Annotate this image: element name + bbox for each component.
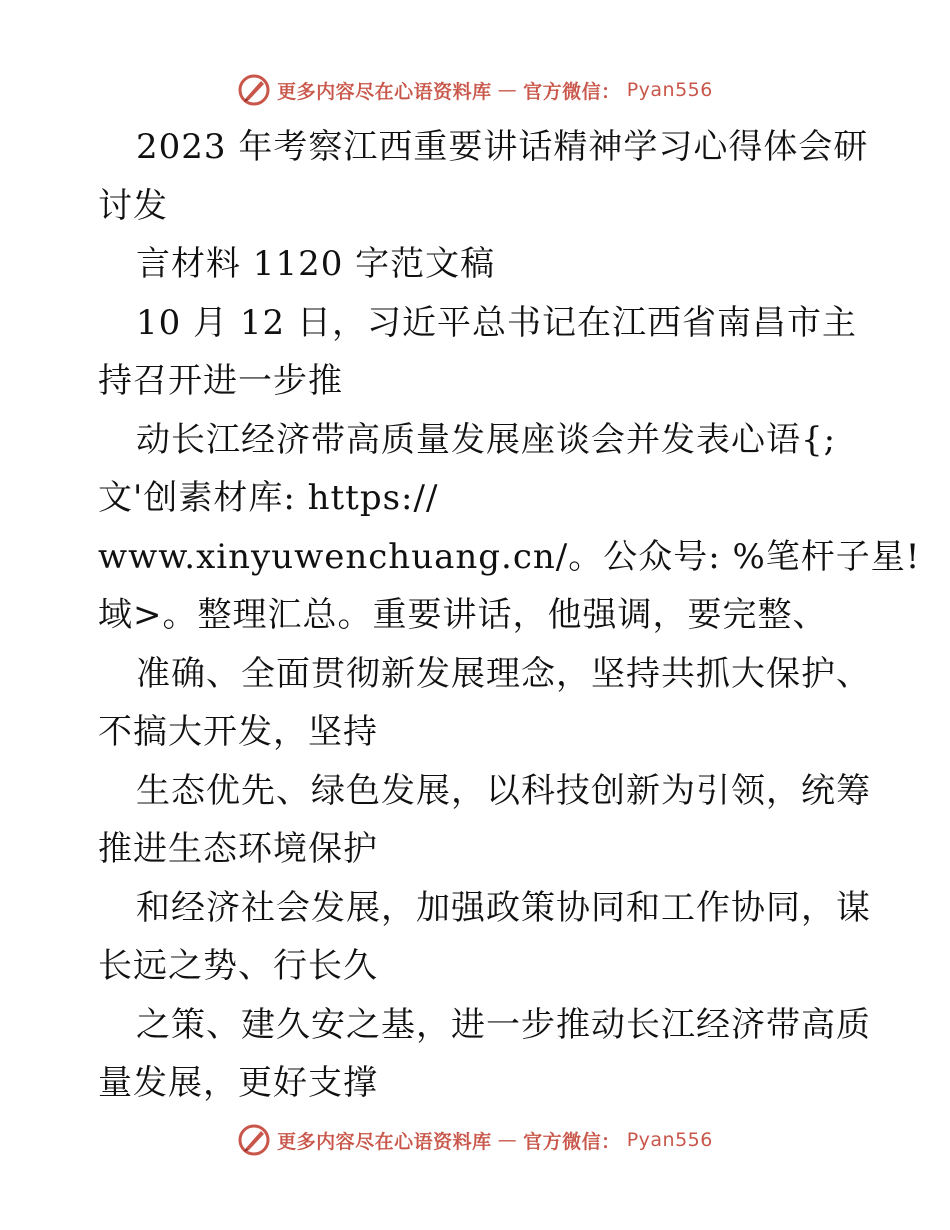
doc-line: 10 月 12 日，习近平总书记在江西省南昌市主: [136, 302, 857, 343]
banner-main-text: 更多内容尽在心语资料库: [277, 1130, 492, 1153]
doc-line: 2023 年考察江西重要讲话精神学习心得体会研: [136, 127, 869, 167]
banner-separator: —: [497, 79, 518, 101]
doc-line: 长远之势、行长久: [98, 946, 378, 986]
doc-line: 推进生态环境保护: [98, 829, 378, 869]
doc-line: 不搞大开发，坚持: [98, 712, 378, 752]
doc-line: 量发展，更好支撑: [98, 1063, 378, 1103]
doc-line: 和经济社会发展，加强政策协同和工作协同，谋: [136, 887, 871, 928]
banner-wechat-id: Pyan556: [626, 79, 713, 101]
doc-line: www.xinyuwenchuang.cn/。公众号: %笔杆子星!: [98, 536, 921, 577]
banner-wechat-id: Pyan556: [626, 1129, 713, 1151]
doc-line: 动长江经济带高质量发展座谈会并发表心语{;: [136, 419, 837, 460]
banner-wechat-label: 官方微信：: [523, 1130, 621, 1153]
banner-main-text: 更多内容尽在心语资料库: [277, 80, 492, 103]
doc-line: 域>。整理汇总。重要讲话，他强调，要完整、: [98, 595, 828, 635]
banner-wechat-label: 官方微信：: [523, 80, 621, 103]
header-watermark-banner: [0, 70, 950, 110]
doc-line: 讨发: [98, 185, 168, 226]
document-body: [98, 118, 921, 1113]
doc-line: 生态优先、绿色发展，以科技创新为引领，统筹: [136, 770, 871, 811]
quill-logo-icon: [237, 1123, 271, 1157]
quill-logo-icon: [237, 73, 271, 107]
doc-line: 文'创素材库: https://: [98, 478, 439, 518]
doc-line: 准确、全面贯彻新发展理念，坚持共抓大保护、: [136, 653, 871, 694]
doc-line: 之策、建久安之基，进一步推动长江经济带高质: [136, 1004, 871, 1045]
doc-line: 持召开进一步推: [98, 361, 343, 401]
footer-watermark-banner: [0, 1120, 950, 1160]
banner-separator: —: [497, 1129, 518, 1151]
doc-line: 言材料 1120 字范文稿: [136, 244, 496, 284]
